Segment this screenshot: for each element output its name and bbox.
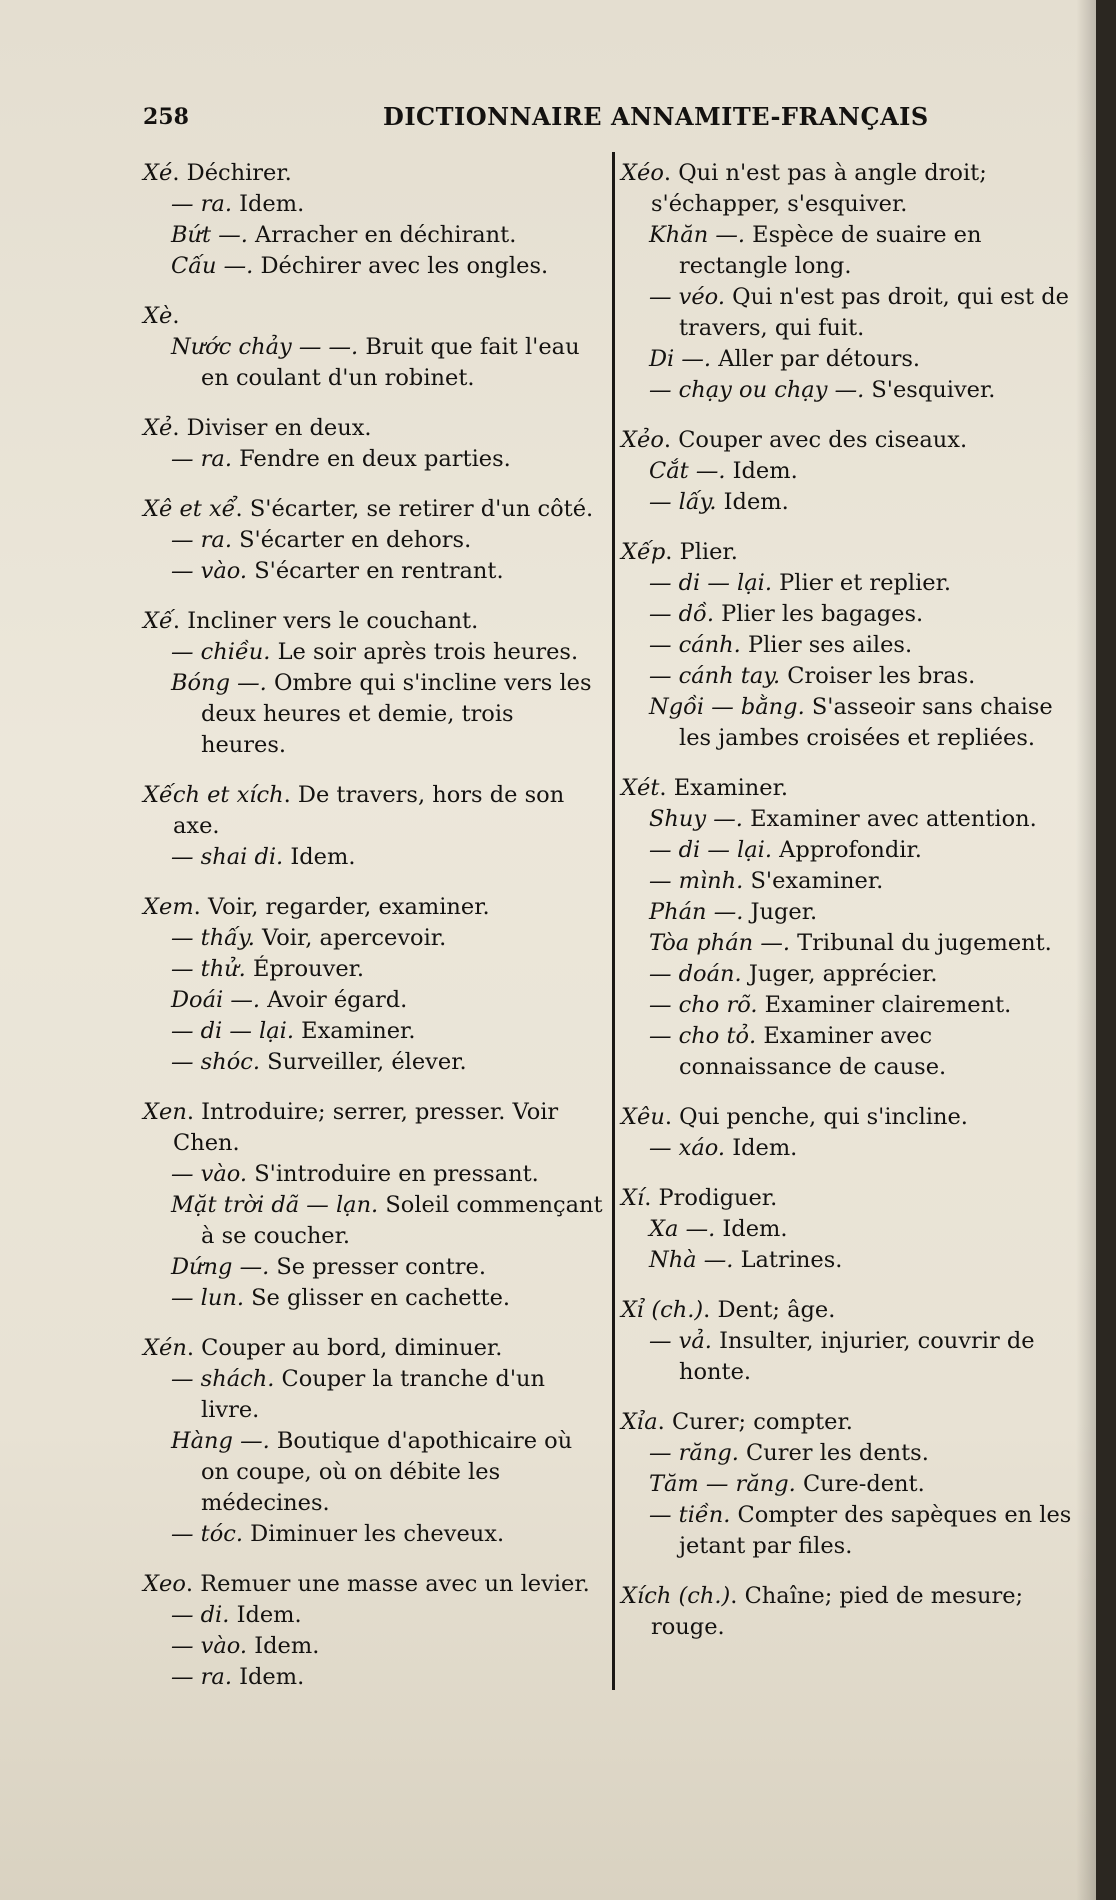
subline-text: Déchirer avec les ongles. <box>260 253 549 279</box>
entry-headline: Xê et xể. S'écarter, se retirer d'un côté. <box>143 496 594 522</box>
entry-definition: Qui penche, qui s'incline. <box>679 1104 968 1130</box>
entry-subline <box>143 1283 603 1314</box>
subline-term: — shai di. <box>171 844 284 870</box>
dictionary-entry <box>143 1569 603 1693</box>
entry-subline <box>621 1021 1073 1083</box>
entry-headline: Xẻo. Couper avec des ciseaux. <box>621 427 968 453</box>
entry-headline: Xeo. Remuer une masse avec un levier. <box>143 1571 590 1597</box>
subline-term: — cho rõ. <box>649 992 758 1018</box>
entry-subline <box>143 220 603 251</box>
subline-term: — ra. <box>171 1664 232 1690</box>
entry-definition: Examiner. <box>673 775 789 801</box>
entry-subline <box>621 456 1073 487</box>
subline-term: Bứt —. <box>171 222 248 248</box>
subline-term: — ra. <box>171 191 232 217</box>
subline-term: Tăm — răng. <box>649 1471 796 1497</box>
dictionary-entry <box>143 1333 603 1550</box>
subline-term: — di — lại. <box>171 1018 295 1044</box>
entry-subline <box>143 1519 603 1550</box>
subline-text: Avoir égard. <box>267 987 408 1013</box>
entry-subline <box>143 842 603 873</box>
entry-definition: Dent; âge. <box>717 1297 836 1323</box>
entry-subline <box>143 1600 603 1631</box>
subline-term: Dứng —. <box>171 1254 270 1280</box>
entry-subline <box>621 835 1073 866</box>
subline-term: Shuy —. <box>649 806 743 832</box>
subline-term: Tòa phán —. <box>649 930 790 956</box>
entry-headline: Xét. Examiner. <box>621 775 789 801</box>
subline-term: Xa —. <box>649 1216 716 1242</box>
subline-term: — ra. <box>171 446 232 472</box>
entry-definition: Couper au bord, diminuer. <box>201 1335 503 1361</box>
entry-subline <box>143 954 603 985</box>
entry-subline <box>143 556 603 587</box>
dictionary-entry <box>143 1097 603 1314</box>
entry-headword: Xếp <box>621 539 666 565</box>
subline-text: Couper la tranche d'un livre. <box>201 1366 545 1423</box>
subline-text: Surveiller, élever. <box>267 1049 467 1075</box>
subline-term: — vào. <box>171 1161 248 1187</box>
entry-subline <box>621 928 1073 959</box>
entry-headline: Xích (ch.). Chaîne; pied de mesure; rouge. <box>621 1583 1024 1640</box>
subline-text: Le soir après trois heures. <box>277 639 579 665</box>
entry-headword: Xích (ch.) <box>621 1583 731 1609</box>
entry-headline: Xéo. Qui n'est pas à angle droit; s'échapper, s'esquiver. <box>621 160 987 217</box>
entry-definition: Introduire; serrer, presser. Voir Chen. <box>173 1099 559 1156</box>
entry-subline <box>621 375 1073 406</box>
subline-term: Bóng —. <box>171 670 267 696</box>
entry-definition: Prodiguer. <box>658 1185 778 1211</box>
subline-term: Khăn —. <box>649 222 746 248</box>
entry-headword: Xéo <box>621 160 664 186</box>
subline-term: — di — lại. <box>649 837 773 863</box>
entry-subline <box>143 1016 603 1047</box>
entry-subline <box>143 668 603 761</box>
subline-term: — lấy. <box>649 489 717 515</box>
entry-subline <box>143 251 603 282</box>
left-column <box>143 158 603 1712</box>
subline-text: Plier et replier. <box>779 570 952 596</box>
subline-term: — mình. <box>649 868 744 894</box>
subline-text: Idem. <box>732 458 798 484</box>
entry-headline: Xếp. Plier. <box>621 539 738 565</box>
subline-term: — cánh tay. <box>649 663 781 689</box>
entry-subline <box>621 220 1073 282</box>
entry-headline: Xem. Voir, regarder, examiner. <box>143 894 490 920</box>
entry-definition: Incliner vers le couchant. <box>187 608 479 634</box>
entry-headword: Xê et xể <box>143 496 236 522</box>
subline-term: Di —. <box>649 346 712 372</box>
dictionary-entry <box>143 494 603 587</box>
dictionary-entry <box>143 606 603 761</box>
subline-text: Cure-dent. <box>802 1471 925 1497</box>
dictionary-entry <box>621 537 1073 754</box>
page-header <box>0 98 1096 138</box>
subline-text: S'introduire en pressant. <box>254 1161 539 1187</box>
subline-term: — chạy ou chạy —. <box>649 377 865 403</box>
subline-text: S'écarter en dehors. <box>239 527 472 553</box>
subline-text: Compter des sapèques en les jetant par files. <box>679 1502 1072 1559</box>
subline-term: — cho tỏ. <box>649 1023 757 1049</box>
entry-headword: Xếch et xích <box>143 782 284 808</box>
subline-text: Soleil commençant à se coucher. <box>201 1192 603 1249</box>
dictionary-entry <box>621 1102 1073 1164</box>
entry-headword: Xí <box>621 1185 645 1211</box>
entry-subline <box>143 1364 603 1426</box>
entry-subline <box>143 1662 603 1693</box>
subline-text: Ombre qui s'incline vers les deux heures et demie, trois heures. <box>201 670 592 758</box>
entry-headword: Xem <box>143 894 194 920</box>
subline-term: Mặt trời dã — lạn. <box>171 1192 379 1218</box>
entry-subline <box>621 804 1073 835</box>
subline-term: — tóc. <box>171 1521 243 1547</box>
entry-subline <box>143 1631 603 1662</box>
entry-subline <box>143 1426 603 1519</box>
subline-text: Idem. <box>236 1602 302 1628</box>
subline-term: — lun. <box>171 1285 244 1311</box>
subline-text: Bruit que fait l'eau en coulant d'un robinet. <box>201 334 580 391</box>
subline-text: Espèce de suaire en rectangle long. <box>679 222 982 279</box>
subline-text: Latrines. <box>740 1247 843 1273</box>
entry-subline <box>621 897 1073 928</box>
entry-subline <box>143 985 603 1016</box>
subline-term: — răng. <box>649 1440 739 1466</box>
subline-text: Idem. <box>722 1216 788 1242</box>
subline-text: Qui n'est pas droit, qui est de travers, qui fuit. <box>679 284 1069 341</box>
entry-subline <box>621 1133 1073 1164</box>
entry-subline <box>621 344 1073 375</box>
subline-text: S'examiner. <box>750 868 884 894</box>
entry-headline: Xêu. Qui penche, qui s'incline. <box>621 1104 968 1130</box>
subline-term: Cấu —. <box>171 253 254 279</box>
entry-definition: Remuer une masse avec un levier. <box>200 1571 590 1597</box>
subline-term: Ngồi — bằng. <box>649 694 805 720</box>
entry-definition: Qui n'est pas à angle droit; s'échapper, s'esquiver. <box>651 160 987 217</box>
subline-term: — di — lại. <box>649 570 773 596</box>
subline-term: Cắt —. <box>649 458 726 484</box>
dictionary-entry <box>143 158 603 282</box>
entry-subline <box>621 866 1073 897</box>
subline-text: Fendre en deux parties. <box>239 446 511 472</box>
running-title: DICTIONNAIRE ANNAMITE-FRANÇAIS <box>383 102 929 131</box>
subline-term: — shóc. <box>171 1049 260 1075</box>
entry-subline <box>621 599 1073 630</box>
subline-text: Tribunal du jugement. <box>797 930 1052 956</box>
entry-definition: Curer; compter. <box>671 1409 853 1435</box>
entry-definition: Voir, regarder, examiner. <box>207 894 490 920</box>
entry-subline <box>143 1047 603 1078</box>
entry-subline <box>143 189 603 220</box>
entry-subline <box>143 444 603 475</box>
entry-headline: Xế. Incliner vers le couchant. <box>143 608 479 634</box>
entry-subline <box>621 630 1073 661</box>
subline-text: Croiser les bras. <box>787 663 976 689</box>
subline-term: — cánh. <box>649 632 741 658</box>
entry-headline: Xỉ (ch.). Dent; âge. <box>621 1297 836 1323</box>
entry-headword: Xỉa <box>621 1409 658 1435</box>
subline-term: — shách. <box>171 1366 275 1392</box>
dictionary-entry <box>621 158 1073 406</box>
dictionary-entry <box>143 301 603 394</box>
entry-headword: Xẻo <box>621 427 664 453</box>
subline-text: Examiner avec attention. <box>750 806 1037 832</box>
subline-text: Aller par détours. <box>718 346 921 372</box>
subline-text: Idem. <box>290 844 356 870</box>
entry-definition: Chaîne; pied de mesure; rouge. <box>651 1583 1024 1640</box>
subline-text: Examiner avec connaissance de cause. <box>679 1023 947 1080</box>
entry-headword: Xén <box>143 1335 187 1361</box>
subline-text: Boutique d'apothicaire où on coupe, où on débite les médecines. <box>201 1428 573 1516</box>
entry-headword: Xế <box>143 608 173 634</box>
entry-headword: Xét <box>621 775 660 801</box>
entry-subline <box>621 990 1073 1021</box>
subline-text: Juger, apprécier. <box>748 961 938 987</box>
subline-text: Plier ses ailes. <box>747 632 913 658</box>
entry-headline: Xẻ. Diviser en deux. <box>143 415 372 441</box>
subline-term: Phán —. <box>649 899 744 925</box>
subline-text: Se glisser en cachette. <box>251 1285 511 1311</box>
subline-text: Curer les dents. <box>746 1440 929 1466</box>
subline-term: — thấy. <box>171 925 255 951</box>
subline-text: Arracher en déchirant. <box>255 222 517 248</box>
column-divider <box>612 152 615 1690</box>
entry-headline: Xỉa. Curer; compter. <box>621 1409 853 1435</box>
entry-headword: Xeo <box>143 1571 186 1597</box>
entry-subline <box>621 1438 1073 1469</box>
entry-subline <box>143 332 603 394</box>
book-spine-shadow <box>1076 0 1096 1900</box>
subline-text: Éprouver. <box>252 956 365 982</box>
subline-text: S'esquiver. <box>871 377 996 403</box>
entry-definition: Déchirer. <box>186 160 292 186</box>
entry-headline: Xé. Déchirer. <box>143 160 292 186</box>
subline-text: Voir, apercevoir. <box>262 925 447 951</box>
subline-term: Nhà —. <box>649 1247 734 1273</box>
subline-term: — vào. <box>171 1633 248 1659</box>
entry-subline <box>621 568 1073 599</box>
subline-term: — xáo. <box>649 1135 726 1161</box>
entry-definition: Plier. <box>679 539 738 565</box>
page-number: 258 <box>143 104 189 130</box>
entry-subline <box>621 661 1073 692</box>
entry-subline <box>143 1252 603 1283</box>
entry-headline: Xí. Prodiguer. <box>621 1185 778 1211</box>
subline-term: — doán. <box>649 961 742 987</box>
subline-term: Nước chảy — —. <box>171 334 359 360</box>
subline-text: Idem. <box>254 1633 320 1659</box>
subline-text: Examiner clairement. <box>764 992 1012 1018</box>
entry-subline <box>621 1500 1073 1562</box>
subline-text: Idem. <box>723 489 789 515</box>
subline-text: Insulter, injurier, couvrir de honte. <box>679 1328 1035 1385</box>
subline-term: Hàng —. <box>171 1428 270 1454</box>
entry-subline <box>621 487 1073 518</box>
entry-headword: Xỉ (ch.) <box>621 1297 704 1323</box>
entry-headline: Xếch et xích. De travers, hors de son axe. <box>143 782 565 839</box>
entry-headline: Xén. Couper au bord, diminuer. <box>143 1335 503 1361</box>
dictionary-entry <box>143 892 603 1078</box>
entry-subline <box>143 1159 603 1190</box>
dictionary-entry <box>621 1581 1073 1643</box>
subline-term: — di. <box>171 1602 230 1628</box>
subline-text: Idem. <box>732 1135 798 1161</box>
entry-definition: S'écarter, se retirer d'un côté. <box>249 496 594 522</box>
subline-text: Juger. <box>750 899 818 925</box>
entry-headword: Xẻ <box>143 415 173 441</box>
subline-term: — véo. <box>649 284 725 310</box>
entry-subline <box>621 692 1073 754</box>
subline-text: Idem. <box>239 1664 305 1690</box>
entry-headword: Xen <box>143 1099 187 1125</box>
subline-term: — vả. <box>649 1328 712 1354</box>
dictionary-entry <box>621 773 1073 1083</box>
subline-term: — ra. <box>171 527 232 553</box>
entry-subline <box>621 1214 1073 1245</box>
subline-term: Doái —. <box>171 987 261 1013</box>
entry-headword: Xè <box>143 303 173 329</box>
entry-subline <box>621 282 1073 344</box>
entry-headline: Xè. <box>143 303 180 329</box>
subline-text: Approfondir. <box>779 837 922 863</box>
entry-definition: De travers, hors de son axe. <box>173 782 565 839</box>
dictionary-entry <box>143 413 603 475</box>
subline-text: Idem. <box>239 191 305 217</box>
entry-subline <box>621 1469 1073 1500</box>
dictionary-entry <box>621 1295 1073 1388</box>
subline-term: — chiều. <box>171 639 271 665</box>
subline-text: Examiner. <box>301 1018 416 1044</box>
subline-term: — dồ. <box>649 601 714 627</box>
entry-subline <box>143 525 603 556</box>
entry-subline <box>143 637 603 668</box>
dictionary-entry <box>621 1183 1073 1276</box>
dictionary-entry <box>621 425 1073 518</box>
entry-headword: Xé <box>143 160 173 186</box>
entry-headline: Xen. Introduire; serrer, presser. Voir Chen. <box>143 1099 559 1156</box>
entry-subline <box>621 959 1073 990</box>
subline-term: — thử. <box>171 956 246 982</box>
entry-definition: Diviser en deux. <box>186 415 372 441</box>
entry-definition: Couper avec des ciseaux. <box>678 427 968 453</box>
subline-text: Diminuer les cheveux. <box>250 1521 505 1547</box>
entry-subline <box>621 1326 1073 1388</box>
dictionary-entry <box>621 1407 1073 1562</box>
subline-text: S'asseoir sans chaise les jambes croisées et repliées. <box>679 694 1053 751</box>
subline-text: S'écarter en rentrant. <box>254 558 504 584</box>
entry-subline <box>143 1190 603 1252</box>
dictionary-entry <box>143 780 603 873</box>
entry-headword: Xêu <box>621 1104 665 1130</box>
subline-text: Plier les bagages. <box>721 601 924 627</box>
right-column <box>621 158 1073 1662</box>
entry-subline <box>621 1245 1073 1276</box>
subline-text: Se presser contre. <box>276 1254 486 1280</box>
subline-term: — tiền. <box>649 1502 731 1528</box>
entry-subline <box>143 923 603 954</box>
subline-term: — vào. <box>171 558 248 584</box>
